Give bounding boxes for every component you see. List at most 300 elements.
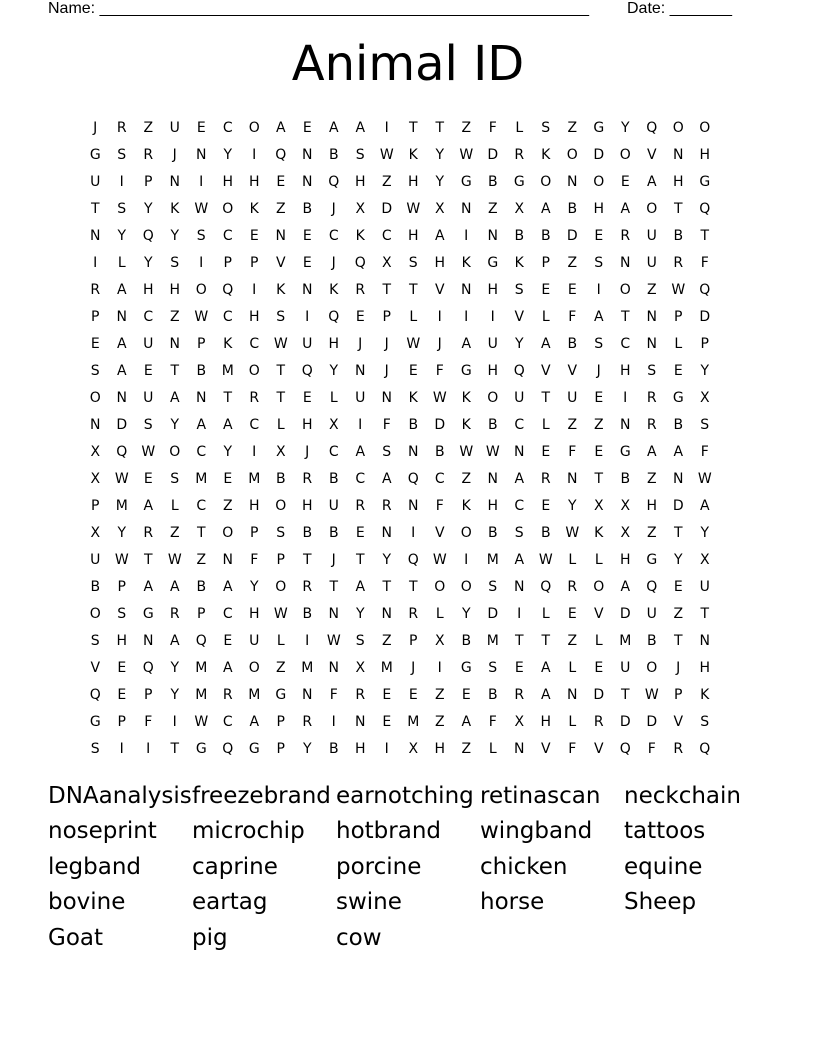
grid-letter: I	[146, 740, 151, 757]
grid-letter: B	[673, 227, 684, 244]
grid-letter: O	[275, 497, 287, 514]
grid-letter: Z	[567, 119, 578, 136]
grid-letter: T	[382, 578, 392, 595]
grid-letter: B	[434, 443, 445, 460]
grid-letter: W	[485, 443, 500, 460]
grid-letter: C	[222, 119, 233, 136]
grid-letter: X	[408, 740, 419, 757]
grid-letter: J	[384, 335, 389, 352]
grid-letter: O	[619, 146, 631, 163]
grid-letter: U	[328, 497, 339, 514]
grid-letter: N	[90, 416, 101, 433]
grid-letter: B	[567, 200, 578, 217]
grid-letter: S	[355, 632, 365, 649]
grid-letter: Y	[117, 524, 127, 541]
grid-letter: J	[331, 254, 336, 271]
word-list-item: DNAanalysis	[48, 782, 192, 809]
grid-letter: L	[568, 551, 577, 568]
grid-letter: R	[673, 740, 684, 757]
grid-letter: B	[540, 524, 551, 541]
grid-letter: E	[355, 308, 365, 325]
grid-letter: O	[89, 389, 101, 406]
grid-letter: M	[486, 632, 499, 649]
grid-letter: W	[114, 551, 129, 568]
grid-letter: J	[411, 659, 416, 676]
grid-letter: C	[434, 470, 445, 487]
grid-letter: D	[381, 200, 393, 217]
grid-letter: Z	[567, 632, 578, 649]
word-list-item: hotbrand	[336, 818, 441, 845]
grid-letter: A	[222, 416, 233, 433]
grid-letter: J	[358, 335, 363, 352]
grid-letter: H	[487, 281, 499, 298]
grid-letter: R	[355, 686, 366, 703]
grid-letter: B	[487, 524, 498, 541]
grid-letter: E	[382, 686, 392, 703]
grid-letter: P	[382, 308, 391, 325]
grid-letter: D	[619, 713, 631, 730]
grid-letter: P	[409, 632, 418, 649]
grid-letter: Z	[461, 119, 472, 136]
grid-letter: X	[275, 443, 286, 460]
grid-letter: S	[514, 524, 524, 541]
grid-letter: E	[594, 227, 604, 244]
word-list-item: neckchain	[624, 782, 741, 809]
grid-letter: A	[461, 335, 472, 352]
grid-letter: Q	[195, 632, 207, 649]
grid-letter: Y	[567, 497, 577, 514]
grid-letter: M	[486, 551, 499, 568]
grid-letter: O	[248, 659, 260, 676]
grid-letter: B	[540, 227, 551, 244]
grid-letter: Y	[223, 443, 233, 460]
grid-letter: H	[354, 173, 366, 190]
grid-letter: O	[460, 524, 472, 541]
grid-letter: C	[222, 605, 233, 622]
grid-letter: U	[90, 173, 101, 190]
grid-letter: N	[646, 335, 657, 352]
grid-letter: E	[143, 362, 153, 379]
grid-letter: N	[461, 200, 472, 217]
grid-letter: H	[619, 362, 631, 379]
grid-letter: Z	[567, 254, 578, 271]
grid-letter: H	[487, 497, 499, 514]
grid-letter: I	[305, 632, 310, 649]
grid-letter: G	[672, 389, 684, 406]
grid-letter: E	[302, 254, 312, 271]
grid-letter: S	[117, 605, 127, 622]
grid-letter: O	[566, 146, 578, 163]
grid-letter: P	[144, 173, 153, 190]
grid-letter: Q	[540, 578, 552, 595]
grid-letter: T	[355, 551, 365, 568]
grid-letter: S	[90, 362, 100, 379]
grid-letter: I	[490, 308, 495, 325]
grid-letter: Z	[275, 659, 286, 676]
grid-letter: E	[302, 227, 312, 244]
grid-letter: K	[514, 254, 524, 271]
grid-letter: X	[434, 632, 445, 649]
grid-letter: E	[461, 686, 471, 703]
grid-letter: T	[594, 470, 604, 487]
grid-letter: S	[700, 713, 710, 730]
grid-letter: H	[142, 281, 154, 298]
grid-letter: Z	[381, 173, 392, 190]
grid-letter: T	[408, 119, 418, 136]
grid-letter: T	[170, 362, 180, 379]
grid-letter: P	[144, 686, 153, 703]
grid-letter: K	[170, 200, 180, 217]
grid-letter: H	[434, 254, 446, 271]
grid-letter: N	[487, 470, 498, 487]
grid-letter: N	[328, 605, 339, 622]
grid-letter: R	[620, 227, 631, 244]
grid-letter: O	[487, 389, 499, 406]
grid-letter: E	[620, 173, 630, 190]
grid-letter: I	[623, 389, 628, 406]
grid-letter: I	[464, 227, 469, 244]
grid-letter: Z	[646, 281, 657, 298]
grid-letter: Q	[646, 119, 658, 136]
grid-letter: Z	[381, 632, 392, 649]
grid-letter: Y	[355, 605, 365, 622]
page-title: Animal ID	[291, 36, 525, 92]
grid-letter: O	[169, 443, 181, 460]
grid-letter: B	[487, 416, 498, 433]
word-list-item: chicken	[480, 853, 568, 880]
word-list-item: porcine	[336, 853, 422, 880]
grid-letter: O	[275, 578, 287, 595]
grid-letter: S	[514, 281, 524, 298]
grid-letter: V	[275, 254, 286, 271]
grid-letter: T	[673, 200, 683, 217]
grid-letter: C	[328, 227, 339, 244]
grid-letter: N	[381, 524, 392, 541]
grid-letter: N	[381, 389, 392, 406]
grid-letter: A	[540, 335, 551, 352]
grid-letter: A	[540, 686, 551, 703]
grid-letter: W	[273, 335, 288, 352]
grid-letter: H	[407, 173, 419, 190]
grid-letter: O	[248, 119, 260, 136]
grid-letter: V	[514, 308, 525, 325]
grid-letter: U	[169, 119, 180, 136]
grid-letter: N	[355, 362, 366, 379]
grid-letter: T	[620, 308, 630, 325]
grid-letter: I	[305, 308, 310, 325]
grid-letter: K	[276, 281, 286, 298]
grid-letter: E	[594, 389, 604, 406]
grid-letter: D	[646, 713, 658, 730]
grid-letter: E	[223, 470, 233, 487]
grid-letter: Q	[89, 686, 101, 703]
grid-letter: A	[620, 578, 631, 595]
grid-letter: W	[565, 524, 580, 541]
grid-letter: R	[381, 497, 392, 514]
grid-letter: X	[699, 389, 710, 406]
grid-letter: I	[119, 173, 124, 190]
grid-letter: T	[276, 362, 286, 379]
grid-letter: F	[488, 713, 497, 730]
grid-letter: U	[143, 335, 154, 352]
grid-letter: A	[673, 443, 684, 460]
grid-letter: M	[221, 362, 234, 379]
grid-letter: T	[514, 632, 524, 649]
grid-letter: R	[514, 146, 525, 163]
grid-letter: A	[620, 200, 631, 217]
grid-letter: N	[116, 389, 127, 406]
grid-letter: P	[541, 254, 550, 271]
grid-letter: Y	[117, 227, 127, 244]
grid-letter: R	[143, 524, 154, 541]
grid-letter: K	[594, 524, 604, 541]
grid-letter: R	[302, 578, 313, 595]
grid-letter: Q	[407, 551, 419, 568]
grid-letter: G	[248, 740, 260, 757]
grid-letter: R	[355, 281, 366, 298]
grid-letter: A	[540, 200, 551, 217]
grid-letter: A	[646, 173, 657, 190]
grid-letter: N	[461, 281, 472, 298]
grid-letter: F	[435, 362, 444, 379]
grid-letter: R	[90, 281, 101, 298]
grid-letter: N	[328, 659, 339, 676]
grid-letter: R	[222, 686, 233, 703]
grid-letter: N	[196, 389, 207, 406]
grid-letter: B	[328, 470, 339, 487]
grid-letter: L	[276, 416, 285, 433]
grid-letter: J	[331, 200, 336, 217]
grid-letter: E	[673, 578, 683, 595]
grid-letter: A	[169, 389, 180, 406]
grid-letter: K	[700, 686, 710, 703]
grid-letter: N	[514, 740, 525, 757]
grid-letter: Z	[275, 200, 286, 217]
grid-letter: Y	[302, 740, 312, 757]
grid-letter: T	[382, 281, 392, 298]
grid-letter: H	[593, 200, 605, 217]
grid-letter: N	[673, 470, 684, 487]
grid-letter: E	[143, 470, 153, 487]
grid-letter: O	[460, 578, 472, 595]
grid-letter: B	[196, 362, 207, 379]
grid-letter: C	[514, 497, 525, 514]
grid-letter: C	[249, 416, 260, 433]
grid-letter: K	[223, 335, 233, 352]
grid-letter: Z	[673, 605, 684, 622]
grid-letter: E	[567, 281, 577, 298]
grid-letter: D	[434, 416, 446, 433]
grid-letter: S	[117, 200, 127, 217]
grid-letter: G	[646, 551, 658, 568]
grid-letter: K	[329, 281, 339, 298]
grid-letter: Y	[170, 227, 180, 244]
grid-letter: M	[195, 470, 208, 487]
grid-letter: S	[90, 632, 100, 649]
grid-letter: N	[169, 335, 180, 352]
grid-letter: H	[222, 173, 234, 190]
grid-letter: Y	[223, 146, 233, 163]
grid-letter: C	[514, 416, 525, 433]
grid-letter: D	[699, 308, 711, 325]
grid-letter: X	[355, 200, 366, 217]
grid-letter: A	[381, 470, 392, 487]
grid-letter: Q	[222, 281, 234, 298]
grid-letter: R	[302, 713, 313, 730]
grid-letter: Z	[434, 713, 445, 730]
grid-letter: X	[90, 524, 101, 541]
grid-letter: H	[354, 740, 366, 757]
word-list-item: freezebrand	[192, 782, 331, 809]
grid-letter: N	[116, 308, 127, 325]
grid-letter: U	[487, 335, 498, 352]
grid-letter: V	[540, 740, 551, 757]
grid-letter: R	[169, 605, 180, 622]
grid-letter: E	[541, 497, 551, 514]
grid-letter: B	[487, 173, 498, 190]
grid-letter: P	[197, 335, 206, 352]
grid-letter: A	[222, 578, 233, 595]
grid-letter: N	[514, 578, 525, 595]
grid-letter: N	[620, 416, 631, 433]
grid-letter: T	[541, 632, 551, 649]
grid-letter: N	[408, 497, 419, 514]
grid-letter: Q	[328, 308, 340, 325]
grid-letter: Z	[196, 551, 207, 568]
grid-letter: N	[567, 470, 578, 487]
grid-letter: A	[169, 578, 180, 595]
grid-letter: Y	[329, 362, 339, 379]
grid-letter: T	[700, 605, 710, 622]
grid-letter: N	[302, 173, 313, 190]
grid-letter: W	[538, 551, 553, 568]
grid-letter: O	[540, 173, 552, 190]
grid-letter: L	[435, 605, 444, 622]
grid-letter: N	[381, 605, 392, 622]
grid-letter: P	[197, 605, 206, 622]
grid-letter: X	[328, 416, 339, 433]
grid-letter: V	[90, 659, 101, 676]
grid-letter: G	[513, 173, 525, 190]
grid-letter: T	[673, 524, 683, 541]
grid-letter: C	[620, 335, 631, 352]
grid-letter: F	[435, 497, 444, 514]
name-field-label[interactable]: Name: _______________________________________________________	[48, 0, 589, 17]
grid-letter: W	[697, 470, 712, 487]
grid-letter: I	[331, 713, 336, 730]
grid-letter: X	[434, 200, 445, 217]
grid-letter: E	[594, 443, 604, 460]
grid-letter: R	[646, 416, 657, 433]
grid-letter: U	[620, 659, 631, 676]
grid-letter: U	[249, 632, 260, 649]
grid-letter: M	[195, 659, 208, 676]
grid-letter: I	[358, 416, 363, 433]
grid-letter: H	[699, 659, 711, 676]
grid-letter: K	[408, 146, 418, 163]
grid-letter: Y	[700, 362, 710, 379]
grid-letter: Y	[435, 146, 445, 163]
grid-letter: E	[302, 389, 312, 406]
grid-letter: A	[275, 119, 286, 136]
grid-letter: Z	[646, 470, 657, 487]
grid-letter: D	[487, 605, 499, 622]
grid-letter: R	[646, 389, 657, 406]
grid-letter: O	[222, 524, 234, 541]
grid-letter: P	[700, 335, 709, 352]
grid-letter: I	[384, 740, 389, 757]
grid-letter: S	[196, 227, 206, 244]
grid-letter: P	[276, 551, 285, 568]
grid-letter: H	[248, 497, 260, 514]
grid-letter: A	[116, 362, 127, 379]
grid-letter: S	[408, 254, 418, 271]
grid-letter: I	[199, 173, 204, 190]
grid-letter: W	[432, 551, 447, 568]
grid-letter: B	[196, 578, 207, 595]
word-list-item: cow	[336, 924, 382, 951]
grid-letter: I	[172, 713, 177, 730]
grid-letter: P	[674, 308, 683, 325]
grid-letter: L	[541, 416, 550, 433]
grid-letter: J	[676, 659, 681, 676]
grid-letter: I	[437, 659, 442, 676]
grid-letter: A	[143, 578, 154, 595]
grid-letter: K	[541, 146, 551, 163]
grid-letter: L	[409, 308, 418, 325]
grid-letter: O	[646, 200, 658, 217]
grid-letter: N	[567, 173, 578, 190]
grid-letter: L	[541, 308, 550, 325]
grid-letter: A	[249, 713, 260, 730]
grid-letter: U	[143, 389, 154, 406]
grid-letter: C	[222, 227, 233, 244]
grid-letter: R	[143, 146, 154, 163]
grid-letter: N	[514, 443, 525, 460]
grid-letter: X	[593, 497, 604, 514]
word-list-item: microchip	[192, 818, 305, 845]
grid-letter: A	[196, 416, 207, 433]
grid-letter: E	[302, 119, 312, 136]
grid-letter: A	[540, 659, 551, 676]
grid-letter: E	[408, 686, 418, 703]
grid-letter: L	[568, 659, 577, 676]
grid-letter: H	[248, 605, 260, 622]
grid-letter: E	[223, 632, 233, 649]
grid-letter: A	[355, 119, 366, 136]
grid-letter: E	[117, 659, 127, 676]
grid-letter: F	[568, 740, 577, 757]
grid-letter: I	[119, 740, 124, 757]
grid-letter: W	[273, 605, 288, 622]
grid-letter: S	[90, 740, 100, 757]
grid-letter: S	[382, 443, 392, 460]
grid-letter: U	[646, 254, 657, 271]
grid-letter: V	[434, 281, 445, 298]
grid-letter: E	[276, 173, 286, 190]
grid-letter: J	[596, 362, 601, 379]
grid-letter: V	[434, 524, 445, 541]
date-field-label[interactable]: Date: _______	[627, 0, 732, 17]
grid-letter: R	[567, 578, 578, 595]
grid-letter: H	[116, 632, 128, 649]
grid-letter: B	[620, 470, 631, 487]
grid-letter: P	[250, 254, 259, 271]
grid-letter: A	[116, 335, 127, 352]
grid-letter: O	[593, 173, 605, 190]
grid-letter: O	[248, 362, 260, 379]
grid-letter: A	[169, 632, 180, 649]
